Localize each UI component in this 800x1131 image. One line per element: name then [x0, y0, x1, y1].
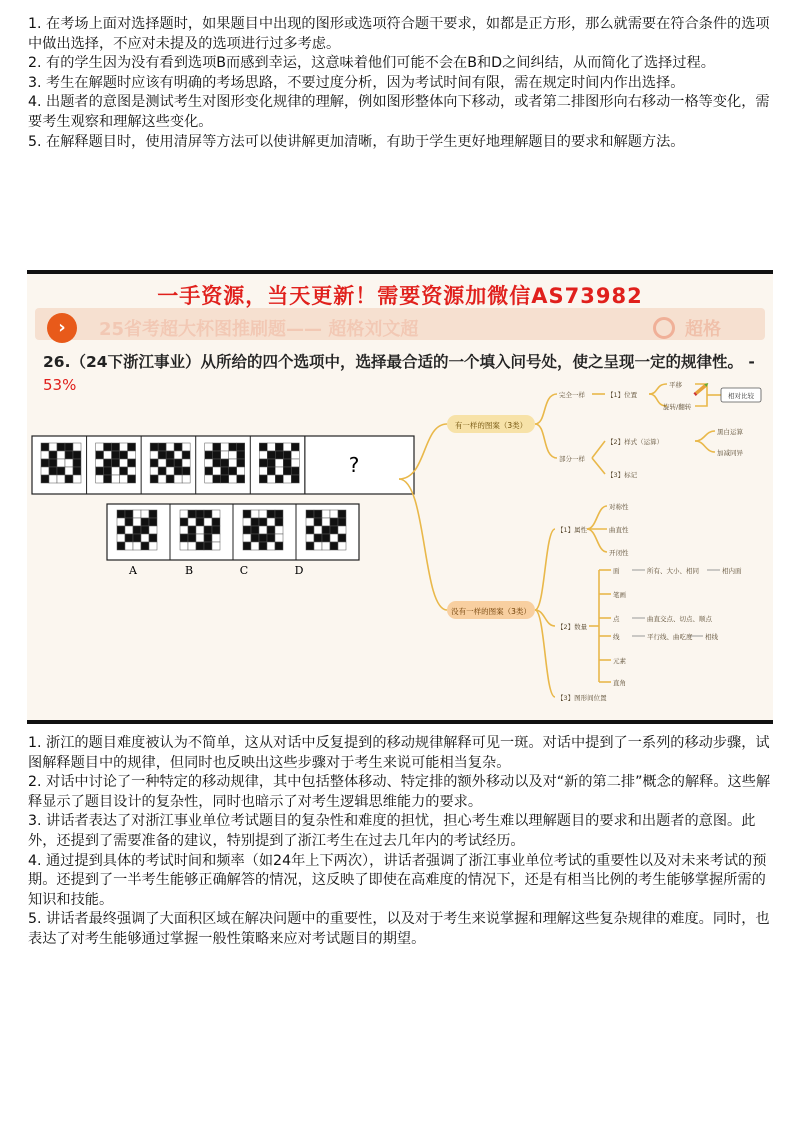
- node-partial: 部分一样: [559, 455, 585, 463]
- node-openness: 开闭性: [609, 549, 629, 557]
- option-label-c: C: [239, 564, 249, 577]
- top-paragraph-2: 2. 有的学生因为没有看到选项B而感到幸运，这意味着他们可能不会在B和D之间纠结，从而简化了选择过程。: [28, 55, 715, 72]
- node-attr: 【1】属性: [557, 526, 588, 534]
- node-quantity: 【2】数量: [557, 623, 588, 631]
- node-closed-face: 相内面: [722, 567, 742, 575]
- node-translate: 平移: [669, 381, 682, 389]
- option-grid-b: [180, 510, 220, 550]
- top-paragraph-4: 4. 出题者的意图是测试考生对图形变化规律的理解，例如图形整体向下移动，或者第二排图形向右移动一格等变化，需要考生观察和理解这些变化。: [28, 94, 770, 130]
- node-element: 元素: [613, 657, 626, 665]
- mindmap-label-different: 没有一样的图案（3类）: [451, 607, 531, 616]
- node-relative: 相对比较: [728, 392, 754, 400]
- bottom-paragraph-5: 5. 讲话者最终强调了大面积区域在解决问题中的重要性，以及对于考生来说掌握和理解这些复杂规律的难度。同时，也表达了对考生能够通过掌握一般性策略来应对考试题目的期望。: [28, 911, 770, 947]
- bottom-paragraph-2: 2. 对话中讨论了一种特定的移动规律，其中包括整体移动、特定排的额外移动以及对“新的第二排”概念的解释。这些解释显示了题目设计的复杂性，同时也暗示了对考生逻辑思维能力的要求。: [28, 774, 771, 810]
- node-line: 线: [613, 633, 620, 641]
- node-addsub: 加减同异: [717, 449, 743, 457]
- option-grid-d: [306, 510, 346, 550]
- node-curvature: 曲直性: [609, 526, 629, 534]
- node-style: 【2】样式（运算）: [607, 438, 664, 446]
- top-paragraph-3: 3. 考生在解题时应该有明确的考场思路，不要过度分析，因为考试时间有限，需在规定时间内作出选择。: [28, 74, 685, 91]
- bottom-summary: [28, 734, 773, 950]
- question-grid-1: [41, 443, 81, 483]
- option-grid-c: [243, 510, 283, 550]
- node-symmetry: 对称性: [609, 503, 629, 511]
- node-line-detail: 平行线、曲吃度: [647, 633, 693, 641]
- correct-rate: 53%: [43, 376, 77, 394]
- node-point: 点: [613, 615, 620, 623]
- bottom-paragraph-4: 4. 通过提到具体的考试时间和频率（如24年上下两次），讲话者强调了浙江事业单位考试的重要性以及对未来考试的预期。还提到了一半考生能够正确解答的情况，这反映了即使在高难度的情况下，还是有相当比例的考生能够掌握所需的知识和技能。: [28, 852, 767, 908]
- mindmap-connectors: [399, 384, 721, 697]
- node-point-detail: 曲直交点、切点、顺点: [647, 615, 712, 623]
- top-paragraph-5: 5. 在解释题目时，使用清屏等方法可以使讲解更加清晰，有助于学生更好地理解题目的要求和解题方法。: [28, 133, 685, 150]
- question-grid-2: [96, 443, 136, 483]
- node-mark: 【3】标记: [607, 471, 638, 479]
- chevron-right-icon: ›: [47, 313, 77, 343]
- mindmap-thin-lines: [632, 570, 720, 636]
- resource-banner: 一手资源，当天更新！需要资源加微信AS73982: [157, 284, 643, 308]
- question-text: 26.（24下浙江事业）从所给的四个选项中，选择最合适的一个填入问号处，使之呈现一定的规律性。 -: [43, 353, 755, 371]
- question-figure: [27, 274, 773, 720]
- top-paragraph-1: 1. 在考场上面对选择题时，如果题目中出现的图形或选项符合题干要求，如都是正方形，那么就需要在符合条件的选项中做出选择，不应对未提及的选项进行过多考虑。: [28, 16, 770, 52]
- node-face-detail: 所有、大小、相同: [647, 567, 699, 575]
- option-grid-a: [117, 510, 157, 550]
- brand-name: 超格: [685, 319, 721, 340]
- node-rotate: 旋转/翻转: [663, 403, 692, 411]
- node-same-all: 完全一样: [559, 391, 585, 399]
- option-label-b: B: [184, 564, 194, 577]
- bottom-paragraph-1: 1. 浙江的题目难度被认为不简单，这从对话中反复提到的移动规律解释可见一斑。对话中提到了一系列的移动步骤，试图解释题目中的规律，但同时也反映出这些步骤对于考生来说可能相当复杂。: [28, 735, 770, 771]
- option-label-d: D: [294, 564, 304, 577]
- course-subtitle: 25省考超大杯图推刷题—— 超格刘文超: [99, 319, 419, 340]
- question-grid-5: [259, 443, 299, 483]
- mindmap-label-same: 有一样的图案（3类）: [454, 421, 528, 430]
- top-summary: [28, 15, 773, 152]
- question-grid-4: [205, 443, 245, 483]
- node-stroke: 笔画: [613, 591, 626, 599]
- node-relation: 【3】图形间位置: [557, 694, 607, 702]
- question-mark: ?: [348, 453, 360, 477]
- node-face: 面: [613, 567, 620, 575]
- bottom-paragraph-3: 3. 讲话者表达了对浙江事业单位考试题目的复杂性和难度的担忧，担心考生难以理解题目的要求和出题者的意图。此外，还提到了需要准备的建议，特别提到了浙江考生在过去几年内的考试经历。: [28, 813, 756, 849]
- node-position: 【1】位置: [607, 391, 638, 399]
- node-line-extra: 相线: [705, 633, 718, 641]
- node-bw: 黑白运算: [717, 428, 743, 436]
- question-grid-3: [150, 443, 190, 483]
- node-angle: 直角: [613, 679, 626, 687]
- lecture-screenshot: [27, 270, 773, 724]
- option-label-a: A: [129, 564, 137, 577]
